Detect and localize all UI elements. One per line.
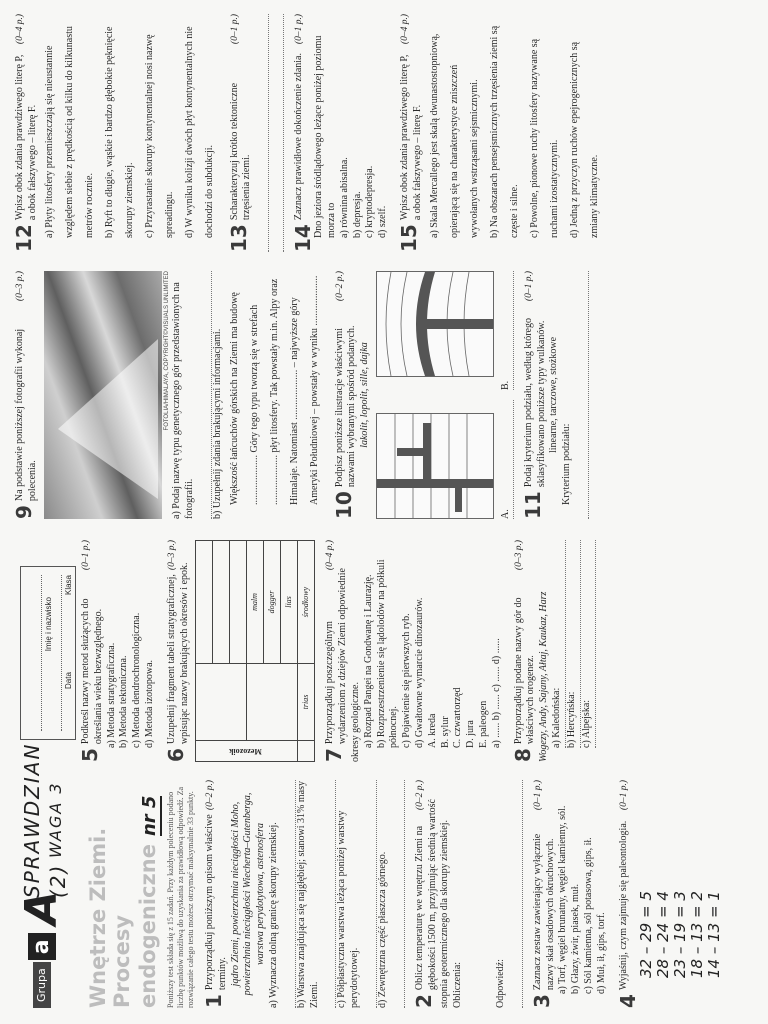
question-points: (0–4 p.) <box>325 540 336 571</box>
orogeny-a[interactable]: a) Kaledońska: <box>551 540 566 748</box>
handwritten-nr: nr 5 <box>139 795 160 837</box>
question-number: 7 <box>322 748 347 762</box>
question-number: 8 <box>510 748 535 762</box>
question-text: Zaznacz prawidłowe dokończenie zdania. <box>293 53 305 221</box>
column-3 <box>14 271 598 519</box>
period-C: C. czwartorzęd <box>452 687 464 748</box>
epoch-srodkowy: środkowy <box>298 541 315 664</box>
epoch-dogger: dogger <box>264 541 281 664</box>
column-4 <box>14 14 614 252</box>
question-points: (0–1 p.) <box>294 14 305 45</box>
option-a[interactable]: a) Torf, węgiel brunatny, węgiel kamienny, sól. <box>557 805 569 994</box>
question-number: 13 <box>226 224 251 252</box>
q1-item-b: b) Warstwa znajdująca się najgłębiej; stanowi 31% masy Ziemi. <box>295 781 320 1008</box>
epoch-blank[interactable] <box>196 541 213 664</box>
period-D: D. jura <box>465 720 477 748</box>
tf-item-d[interactable]: d) W wyniku kolizji dwóch płyt kontynentalnych nie dochodzi do subdukcji. <box>183 26 215 238</box>
tf-item-c[interactable]: c) Powolne, pionowe ruchy litosfery nazywane są ruchami izostatycznymi. <box>528 38 560 238</box>
question-4 <box>615 780 723 1008</box>
period-E: E. paleogen <box>477 700 489 748</box>
diagram-b <box>376 271 494 377</box>
question-7 <box>324 540 503 762</box>
question-points: (0–3 p.) <box>166 540 177 571</box>
option-b[interactable]: b) Metoda tektoniczna. <box>118 655 130 748</box>
test-title-line1: Wnętrze Ziemi. Procesy <box>86 827 134 1008</box>
option-d[interactable]: d) szelf. <box>377 205 389 238</box>
question-text: Podkreśl nazwy metod służących do określania wieku bezwzględnego. <box>80 598 104 745</box>
question-points: (0–1 p.) <box>618 780 629 811</box>
terms-list: jądro Ziemi, powierzchnia nieciągłości Moho, powierzchnia nieciągłości Wiecherta–Gutenberga, warstwa perydotytowa, astenosfera <box>229 792 267 996</box>
question-points: (0–1 p.) <box>229 14 240 45</box>
question-text: Na podstawie poniższej fotografii wykonaj polecenia. <box>14 328 38 502</box>
question-text: Wyjaśnij, czym zajmuje się paleontologia. <box>617 820 629 991</box>
option-d[interactable]: d) Metoda izotopowa. <box>143 659 155 748</box>
tf-item-b[interactable]: b) Na obszarach pensejsmicznych trzęsienia ziemi są częste i silne. <box>488 25 520 238</box>
question-text: Przyporządkuj poniższym opisom właściwe terminy. <box>204 814 228 991</box>
handwritten-subtitle: WAGA 3 <box>46 781 65 858</box>
question-number: 1 <box>202 994 226 1008</box>
answer-line[interactable] <box>254 14 269 252</box>
epoch-blank[interactable] <box>230 541 247 664</box>
question-10 <box>331 271 514 519</box>
question-8 <box>510 540 596 762</box>
question-3 <box>529 780 609 1008</box>
answer-line[interactable] <box>508 780 523 1008</box>
q9-part-b: b) Uzupełnij zdania brakującymi informacjami. <box>211 328 223 519</box>
header <box>14 742 84 1008</box>
answer-label: Odpowiedź: <box>494 959 506 1008</box>
orogeny-c[interactable]: c) Alpejska: <box>581 540 596 748</box>
group-badge: Grupa <box>33 962 51 1008</box>
event-d: d) Gwałtowne wymarcie dinozaurów. <box>413 597 425 748</box>
question-text: Wpisz obok zdania prawdziwego literę P, a obok fałszywego – literę F. <box>398 54 423 221</box>
label-b[interactable]: B. <box>500 271 514 390</box>
name-box <box>20 566 76 740</box>
event-c: c) Pojawienie się pierwszych ryb. <box>401 613 413 748</box>
calc-space[interactable] <box>465 780 495 1008</box>
handwritten-letter: A <box>16 890 67 925</box>
answer-line[interactable] <box>574 271 589 519</box>
question-points: (0–1 p.) <box>523 271 534 302</box>
grading-line-2: 28 – 24 = 4 <box>653 891 672 978</box>
grading-line-4: 18 – 13 = 2 <box>687 891 706 978</box>
name-line[interactable] <box>41 575 42 731</box>
option-c[interactable]: c) kryptodepresja. <box>364 165 376 238</box>
question-number: 3 <box>529 994 554 1008</box>
event-b: b) Rozprzestrzenienie się lądolodów na półkuli północnej. <box>375 559 400 748</box>
epoch-malm: malm <box>247 541 264 664</box>
calc-label: Obliczenia: <box>452 961 464 1008</box>
label-a[interactable]: A. <box>500 400 514 519</box>
date-label: Data <box>64 672 73 689</box>
question-15 <box>396 14 605 252</box>
question-14 <box>293 14 390 252</box>
q1-item-a: a) Wyznacza dolną granicę skorupy ziemskiej. <box>267 822 279 1008</box>
intrusion-diagrams <box>376 271 494 519</box>
question-points: (0–3 p.) <box>15 271 25 302</box>
question-text: Przyporządkuj podane nazwy gór do właściwych orogenez. <box>512 597 537 745</box>
question-11 <box>520 271 589 519</box>
group-letter: a <box>28 933 56 960</box>
q9-part-a: a) Podaj nazwę typu genetycznego gór przedstawionych na fotografii. <box>171 282 196 519</box>
class-label: Klasa <box>64 575 73 596</box>
diagram-a <box>376 413 494 519</box>
answer-line[interactable] <box>281 780 296 1008</box>
q1-item-d: d) Zewnętrzna część płaszcza górnego. <box>376 851 388 1008</box>
question-5 <box>80 540 157 762</box>
question-number: 6 <box>163 748 188 762</box>
test-intro: Poniższy test składa się z 15 zadań. Przy każdym poleceniu podano liczbę punktów możliwą do uzyskania za prawidłową odpowiedź. Za rozwiązanie całego testu możesz otrzymać maksymalnie 33 punkty. <box>166 786 195 1008</box>
date-class-line[interactable] <box>61 575 62 731</box>
question-text: Wpisz obok zdania prawdziwego literę P, a obok fałszywego – literę F. <box>14 54 38 221</box>
question-text: Zaznacz zestaw zawierający wyłącznie nazwy skał osadowych okruchowych. <box>531 833 556 991</box>
period-blank[interactable] <box>247 664 298 741</box>
question-points: (0–3 p.) <box>513 540 524 571</box>
grading-line-3: 23 – 19 = 3 <box>670 891 689 978</box>
option-c[interactable]: c) Metoda dendrochronologiczna. <box>131 612 143 748</box>
question-text: Uzupełnij fragment tabeli stratygraficznej, wpisując nazwy brakujących okresów i epok. <box>165 562 190 745</box>
name-area <box>14 540 80 762</box>
option-a[interactable]: a) Metoda stratygraficzna. <box>105 642 117 748</box>
event-a: a) Rozpad Pangei na Gondwanę i Laurazję. <box>362 574 374 748</box>
question-points: (0–2 p.) <box>334 271 345 302</box>
question-number: 14 <box>291 224 316 252</box>
question-points: (0–4 p.) <box>15 14 25 45</box>
question-number: 2 <box>411 994 436 1008</box>
question-number: 12 <box>12 224 36 252</box>
grading-line-5: 14 – 13 = 1 <box>704 891 723 978</box>
answer-line[interactable] <box>321 780 336 1008</box>
tf-item-a[interactable]: a) Płyty litosfery przemieszczają się nieustannie względem siebie z prędkością od kilku do kilkunastu metrów rocznie. <box>43 26 95 238</box>
question-number: 4 <box>615 994 640 1008</box>
period-A: A. kreda <box>426 713 438 748</box>
photo-credit: FOTOLIA/HIMALAYA, COPYRIGHT©VISUALS UNLIMITED <box>163 271 170 431</box>
handwritten-title: SPRAWDZIAN (2) <box>20 742 70 898</box>
question-9 <box>14 271 325 519</box>
stratigraphic-table <box>195 540 315 762</box>
mountains-list: Wogezy, Andy, Sajany, Ałtaj, Kaukaz, Harz <box>538 591 550 762</box>
question-text: Podaj kryterium podziału, według którego sklasyfikowano poniższe typy wulkanów. <box>522 318 547 488</box>
question-6 <box>163 540 316 762</box>
option-a[interactable]: a) równina abisalna. <box>338 157 350 238</box>
diagram-labels <box>500 271 514 519</box>
period-B: B. sylur <box>439 716 451 748</box>
epoch-lias: lias <box>281 541 298 664</box>
volcano-types: linearne, tarczowe, stożkowe <box>548 336 560 454</box>
q9-cloze-text[interactable]: Większość łańcuchów górskich na Ziemi ma budowę .................... Góry tego typu tworzą się w strefach .................... płyt litosfery. Tak powstały m.in. Alpy oraz Himalaje. Natomiast .................... – najwyższe góry Ameryki Południowej – powstały w wyniku .................... <box>228 275 320 505</box>
era-cell: Mezozoik <box>196 741 298 762</box>
option-d[interactable]: d) Muł, ił, gips, torf. <box>595 912 607 994</box>
tf-item-c[interactable]: c) Przyrastanie skorupy kontynentalnej nosi nazwę spreadingu. <box>143 34 175 238</box>
option-b[interactable]: b) depresja. <box>351 191 363 238</box>
question-number: 15 <box>396 224 421 252</box>
tf-item-a[interactable]: a) Skala Mercallego jest skalą dwunastostopniową, opierającą się na charakterystyce zniszczeń wywołanych wstrząsami sejsmicznymi. <box>428 33 480 238</box>
question-points: (0–4 p.) <box>399 14 410 45</box>
q14-stem: Dno jeziora śródlądowego leżące poniżej poziomu morza to <box>313 35 337 238</box>
column-2 <box>14 540 605 762</box>
question-points: (0–1 p.) <box>532 780 543 811</box>
answer-line[interactable] <box>197 271 212 519</box>
mountain-photo <box>44 271 162 519</box>
period-blank[interactable] <box>196 664 247 741</box>
orogeny-b[interactable]: b) Hercyńska: <box>566 540 581 748</box>
question-points: (0–2 p.) <box>414 780 425 811</box>
era-cont <box>298 741 315 762</box>
name-label: Imię i nazwisko <box>44 597 53 652</box>
question-text: Przyporządkuj poszczególnym wydarzeniom z dziejów Ziemi odpowiednie okresy geologiczne. <box>324 568 361 762</box>
question-number: 11 <box>520 491 545 519</box>
intrusion-names: lakolit, lopolit, sille, dajka <box>359 342 371 448</box>
question-text: Oblicz temperaturę we wnętrzu Ziemi na głębokości 1500 m, przyjmując średnią wartość stopnia geotermicznego dla skorupy ziemskiej. <box>413 799 451 1008</box>
answer-line[interactable]: a) ...... b) ...... c) ...... d) ...... <box>490 638 502 748</box>
option-c[interactable]: c) Sól kamienna, sól potasowa, gips, ił. <box>582 837 594 994</box>
period-trias: trias <box>298 664 315 741</box>
question-text: Podpisz poniższe ilustracje właściwymi nazwami wybranymi spośród podanych. <box>333 325 358 488</box>
question-number: 9 <box>12 505 36 519</box>
question-points: (0–1 p.) <box>81 540 91 571</box>
question-text: Scharakteryzuj krótko tektoniczne trzęsienia ziemi. <box>228 82 253 221</box>
question-2 <box>411 780 523 1008</box>
question-12 <box>14 14 220 252</box>
question-1 <box>204 780 405 1008</box>
test-title-line2: endogenicznenr 5 <box>136 795 160 1008</box>
option-b[interactable]: b) Głazy, żwir, piasek, muł. <box>570 883 582 994</box>
question-points: (0–2 p.) <box>205 780 215 811</box>
tf-item-b[interactable]: b) Ryft to długie, wąskie i bardzo głębokie pęknięcie skorupy ziemskiej. <box>103 26 135 238</box>
epoch-blank[interactable] <box>213 541 230 664</box>
answer-line[interactable] <box>362 780 377 1008</box>
answer-line[interactable] <box>269 14 284 252</box>
question-number: 5 <box>78 748 102 762</box>
q1-item-c: c) Półpłastyczna warstwa leżąca poniżej warstwy perydotytowej. <box>336 810 361 1008</box>
tf-item-d[interactable]: d) Jedną z przyczyn ruchów epejrogenicznych są zmiany klimatyczne. <box>568 41 600 238</box>
question-number: 10 <box>331 491 356 519</box>
criterion-label: Kryterium podziału: <box>561 423 573 505</box>
question-13 <box>226 14 285 252</box>
answer-line[interactable] <box>390 780 405 1008</box>
grading-line-1: 32 – 29 = 5 <box>636 891 655 978</box>
